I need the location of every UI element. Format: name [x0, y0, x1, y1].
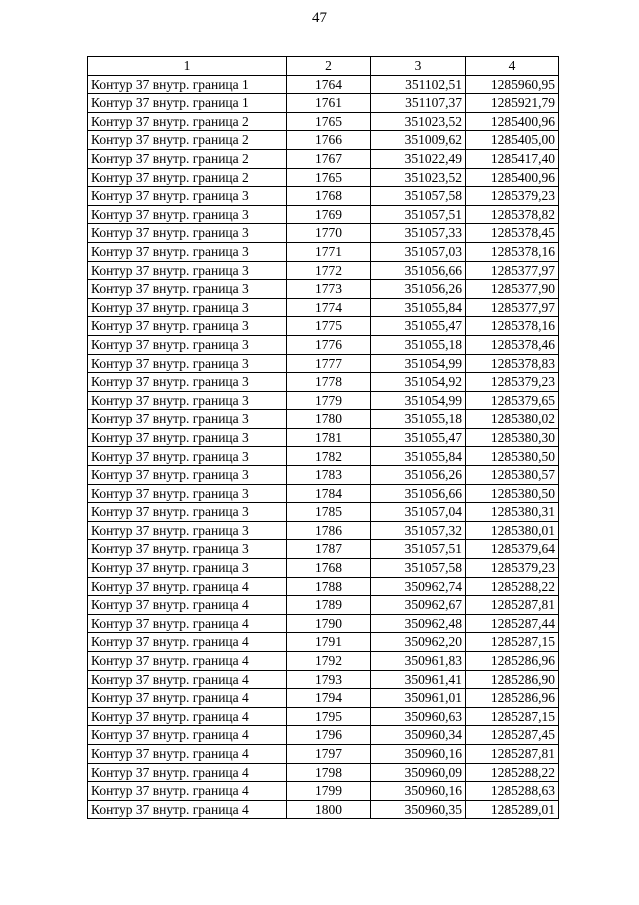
y-coordinate-cell: 1285921,79: [466, 94, 559, 113]
point-number-cell: 1774: [287, 298, 371, 317]
point-number-cell: 1784: [287, 484, 371, 503]
table-row: [88, 763, 559, 782]
contour-name-cell: Контур 37 внутр. граница 4: [88, 652, 287, 671]
contour-name-cell: Контур 37 внутр. граница 4: [88, 726, 287, 745]
y-coordinate-cell: 1285287,44: [466, 614, 559, 633]
table-row: [88, 484, 559, 503]
point-number-cell: 1778: [287, 373, 371, 392]
table-row: [88, 559, 559, 578]
point-number-cell: 1768: [287, 559, 371, 578]
point-number-cell: 1785: [287, 503, 371, 522]
coordinates-table: [87, 56, 559, 819]
y-coordinate-cell: 1285289,01: [466, 800, 559, 819]
table-row: [88, 596, 559, 615]
contour-name-cell: Контур 37 внутр. граница 2: [88, 131, 287, 150]
point-number-cell: 1799: [287, 782, 371, 801]
column-header-2: 2: [287, 57, 371, 76]
table-row: [88, 298, 559, 317]
y-coordinate-cell: 1285287,45: [466, 726, 559, 745]
y-coordinate-cell: 1285380,31: [466, 503, 559, 522]
contour-name-cell: Контур 37 внутр. граница 3: [88, 540, 287, 559]
y-coordinate-cell: 1285380,50: [466, 484, 559, 503]
point-number-cell: 1792: [287, 652, 371, 671]
contour-name-cell: Контур 37 внутр. граница 3: [88, 205, 287, 224]
point-number-cell: 1782: [287, 447, 371, 466]
table-row: [88, 707, 559, 726]
x-coordinate-cell: 351055,84: [371, 447, 466, 466]
x-coordinate-cell: 351056,66: [371, 484, 466, 503]
y-coordinate-cell: 1285377,97: [466, 298, 559, 317]
x-coordinate-cell: 351009,62: [371, 131, 466, 150]
x-coordinate-cell: 350962,67: [371, 596, 466, 615]
table-row: [88, 94, 559, 113]
table-row: [88, 224, 559, 243]
y-coordinate-cell: 1285286,90: [466, 670, 559, 689]
contour-name-cell: Контур 37 внутр. граница 4: [88, 577, 287, 596]
x-coordinate-cell: 351057,04: [371, 503, 466, 522]
table-row: [88, 447, 559, 466]
y-coordinate-cell: 1285379,65: [466, 391, 559, 410]
y-coordinate-cell: 1285378,83: [466, 354, 559, 373]
y-coordinate-cell: 1285380,02: [466, 410, 559, 429]
y-coordinate-cell: 1285286,96: [466, 689, 559, 708]
contour-name-cell: Контур 37 внутр. граница 3: [88, 391, 287, 410]
y-coordinate-cell: 1285405,00: [466, 131, 559, 150]
y-coordinate-cell: 1285288,22: [466, 577, 559, 596]
x-coordinate-cell: 350961,83: [371, 652, 466, 671]
y-coordinate-cell: 1285960,95: [466, 75, 559, 94]
x-coordinate-cell: 350960,16: [371, 744, 466, 763]
y-coordinate-cell: 1285287,81: [466, 744, 559, 763]
point-number-cell: 1765: [287, 168, 371, 187]
contour-name-cell: Контур 37 внутр. граница 4: [88, 633, 287, 652]
point-number-cell: 1765: [287, 112, 371, 131]
page-number: 47: [312, 10, 327, 26]
contour-name-cell: Контур 37 внутр. граница 4: [88, 782, 287, 801]
point-number-cell: 1761: [287, 94, 371, 113]
table-row: [88, 540, 559, 559]
table-row: [88, 205, 559, 224]
y-coordinate-cell: 1285380,30: [466, 428, 559, 447]
point-number-cell: 1769: [287, 205, 371, 224]
x-coordinate-cell: 351057,58: [371, 559, 466, 578]
x-coordinate-cell: 351055,84: [371, 298, 466, 317]
table-row: [88, 391, 559, 410]
contour-name-cell: Контур 37 внутр. граница 3: [88, 559, 287, 578]
point-number-cell: 1773: [287, 280, 371, 299]
x-coordinate-cell: 351057,33: [371, 224, 466, 243]
column-header-3: 3: [371, 57, 466, 76]
y-coordinate-cell: 1285380,01: [466, 521, 559, 540]
x-coordinate-cell: 350960,63: [371, 707, 466, 726]
point-number-cell: 1767: [287, 149, 371, 168]
contour-name-cell: Контур 37 внутр. граница 3: [88, 317, 287, 336]
point-number-cell: 1788: [287, 577, 371, 596]
table-row: [88, 577, 559, 596]
table-header-row: [88, 57, 559, 76]
table-row: [88, 335, 559, 354]
y-coordinate-cell: 1285380,50: [466, 447, 559, 466]
x-coordinate-cell: 350960,16: [371, 782, 466, 801]
y-coordinate-cell: 1285288,63: [466, 782, 559, 801]
x-coordinate-cell: 350960,34: [371, 726, 466, 745]
table-row: [88, 428, 559, 447]
contour-name-cell: Контур 37 внутр. граница 4: [88, 614, 287, 633]
x-coordinate-cell: 351057,03: [371, 242, 466, 261]
y-coordinate-cell: 1285287,15: [466, 633, 559, 652]
point-number-cell: 1790: [287, 614, 371, 633]
y-coordinate-cell: 1285377,97: [466, 261, 559, 280]
y-coordinate-cell: 1285379,64: [466, 540, 559, 559]
x-coordinate-cell: 351102,51: [371, 75, 466, 94]
point-number-cell: 1787: [287, 540, 371, 559]
table-row: [88, 744, 559, 763]
column-header-4: 4: [466, 57, 559, 76]
point-number-cell: 1775: [287, 317, 371, 336]
contour-name-cell: Контур 37 внутр. граница 3: [88, 466, 287, 485]
table-row: [88, 503, 559, 522]
x-coordinate-cell: 350962,48: [371, 614, 466, 633]
y-coordinate-cell: 1285287,81: [466, 596, 559, 615]
point-number-cell: 1786: [287, 521, 371, 540]
x-coordinate-cell: 351055,18: [371, 410, 466, 429]
point-number-cell: 1777: [287, 354, 371, 373]
point-number-cell: 1793: [287, 670, 371, 689]
table-row: [88, 149, 559, 168]
point-number-cell: 1771: [287, 242, 371, 261]
contour-name-cell: Контур 37 внутр. граница 3: [88, 187, 287, 206]
table-row: [88, 354, 559, 373]
y-coordinate-cell: 1285379,23: [466, 187, 559, 206]
x-coordinate-cell: 351055,47: [371, 428, 466, 447]
table-row: [88, 410, 559, 429]
point-number-cell: 1783: [287, 466, 371, 485]
contour-name-cell: Контур 37 внутр. граница 3: [88, 428, 287, 447]
table-row: [88, 800, 559, 819]
y-coordinate-cell: 1285286,96: [466, 652, 559, 671]
x-coordinate-cell: 351054,92: [371, 373, 466, 392]
point-number-cell: 1791: [287, 633, 371, 652]
y-coordinate-cell: 1285378,82: [466, 205, 559, 224]
point-number-cell: 1798: [287, 763, 371, 782]
contour-name-cell: Контур 37 внутр. граница 4: [88, 670, 287, 689]
point-number-cell: 1766: [287, 131, 371, 150]
y-coordinate-cell: 1285400,96: [466, 112, 559, 131]
table-row: [88, 75, 559, 94]
table-row: [88, 726, 559, 745]
x-coordinate-cell: 351057,51: [371, 540, 466, 559]
point-number-cell: 1794: [287, 689, 371, 708]
contour-name-cell: Контур 37 внутр. граница 4: [88, 689, 287, 708]
contour-name-cell: Контур 37 внутр. граница 3: [88, 521, 287, 540]
table-row: [88, 521, 559, 540]
contour-name-cell: Контур 37 внутр. граница 3: [88, 447, 287, 466]
point-number-cell: 1779: [287, 391, 371, 410]
x-coordinate-cell: 350960,35: [371, 800, 466, 819]
y-coordinate-cell: 1285400,96: [466, 168, 559, 187]
table-row: [88, 652, 559, 671]
contour-name-cell: Контур 37 внутр. граница 3: [88, 224, 287, 243]
x-coordinate-cell: 350962,20: [371, 633, 466, 652]
contour-name-cell: Контур 37 внутр. граница 3: [88, 503, 287, 522]
contour-name-cell: Контур 37 внутр. граница 4: [88, 763, 287, 782]
y-coordinate-cell: 1285417,40: [466, 149, 559, 168]
table-row: [88, 261, 559, 280]
y-coordinate-cell: 1285380,57: [466, 466, 559, 485]
contour-name-cell: Контур 37 внутр. граница 3: [88, 354, 287, 373]
contour-name-cell: Контур 37 внутр. граница 2: [88, 112, 287, 131]
y-coordinate-cell: 1285288,22: [466, 763, 559, 782]
y-coordinate-cell: 1285379,23: [466, 373, 559, 392]
x-coordinate-cell: 351056,26: [371, 280, 466, 299]
point-number-cell: 1789: [287, 596, 371, 615]
contour-name-cell: Контур 37 внутр. граница 3: [88, 261, 287, 280]
x-coordinate-cell: 351054,99: [371, 391, 466, 410]
x-coordinate-cell: 351056,26: [371, 466, 466, 485]
contour-name-cell: Контур 37 внутр. граница 3: [88, 298, 287, 317]
point-number-cell: 1796: [287, 726, 371, 745]
x-coordinate-cell: 351023,52: [371, 168, 466, 187]
y-coordinate-cell: 1285378,45: [466, 224, 559, 243]
x-coordinate-cell: 350961,41: [371, 670, 466, 689]
table-row: [88, 242, 559, 261]
x-coordinate-cell: 351057,32: [371, 521, 466, 540]
table-row: [88, 168, 559, 187]
x-coordinate-cell: 351057,51: [371, 205, 466, 224]
point-number-cell: 1768: [287, 187, 371, 206]
point-number-cell: 1797: [287, 744, 371, 763]
column-header-1: 1: [88, 57, 287, 76]
x-coordinate-cell: 351055,47: [371, 317, 466, 336]
point-number-cell: 1800: [287, 800, 371, 819]
x-coordinate-cell: 350960,09: [371, 763, 466, 782]
table-row: [88, 633, 559, 652]
x-coordinate-cell: 351055,18: [371, 335, 466, 354]
contour-name-cell: Контур 37 внутр. граница 2: [88, 168, 287, 187]
x-coordinate-cell: 351023,52: [371, 112, 466, 131]
y-coordinate-cell: 1285379,23: [466, 559, 559, 578]
table-row: [88, 317, 559, 336]
contour-name-cell: Контур 37 внутр. граница 4: [88, 596, 287, 615]
contour-name-cell: Контур 37 внутр. граница 2: [88, 149, 287, 168]
table-row: [88, 782, 559, 801]
table-row: [88, 280, 559, 299]
point-number-cell: 1776: [287, 335, 371, 354]
contour-name-cell: Контур 37 внутр. граница 4: [88, 744, 287, 763]
x-coordinate-cell: 351057,58: [371, 187, 466, 206]
point-number-cell: 1770: [287, 224, 371, 243]
contour-name-cell: Контур 37 внутр. граница 3: [88, 410, 287, 429]
table-row: [88, 466, 559, 485]
contour-name-cell: Контур 37 внутр. граница 3: [88, 373, 287, 392]
contour-name-cell: Контур 37 внутр. граница 4: [88, 800, 287, 819]
point-number-cell: 1764: [287, 75, 371, 94]
point-number-cell: 1772: [287, 261, 371, 280]
contour-name-cell: Контур 37 внутр. граница 4: [88, 707, 287, 726]
contour-name-cell: Контур 37 внутр. граница 1: [88, 75, 287, 94]
table-row: [88, 112, 559, 131]
table-row: [88, 131, 559, 150]
x-coordinate-cell: 351054,99: [371, 354, 466, 373]
table-row: [88, 689, 559, 708]
contour-name-cell: Контур 37 внутр. граница 3: [88, 335, 287, 354]
point-number-cell: 1780: [287, 410, 371, 429]
x-coordinate-cell: 350961,01: [371, 689, 466, 708]
contour-name-cell: Контур 37 внутр. граница 1: [88, 94, 287, 113]
y-coordinate-cell: 1285378,16: [466, 242, 559, 261]
contour-name-cell: Контур 37 внутр. граница 3: [88, 484, 287, 503]
y-coordinate-cell: 1285377,90: [466, 280, 559, 299]
point-number-cell: 1781: [287, 428, 371, 447]
table-row: [88, 373, 559, 392]
x-coordinate-cell: 351022,49: [371, 149, 466, 168]
table-row: [88, 670, 559, 689]
table-body: [88, 75, 559, 819]
x-coordinate-cell: 350962,74: [371, 577, 466, 596]
y-coordinate-cell: 1285287,15: [466, 707, 559, 726]
x-coordinate-cell: 351056,66: [371, 261, 466, 280]
contour-name-cell: Контур 37 внутр. граница 3: [88, 280, 287, 299]
contour-name-cell: Контур 37 внутр. граница 3: [88, 242, 287, 261]
x-coordinate-cell: 351107,37: [371, 94, 466, 113]
y-coordinate-cell: 1285378,16: [466, 317, 559, 336]
y-coordinate-cell: 1285378,46: [466, 335, 559, 354]
point-number-cell: 1795: [287, 707, 371, 726]
table-row: [88, 187, 559, 206]
table-row: [88, 614, 559, 633]
